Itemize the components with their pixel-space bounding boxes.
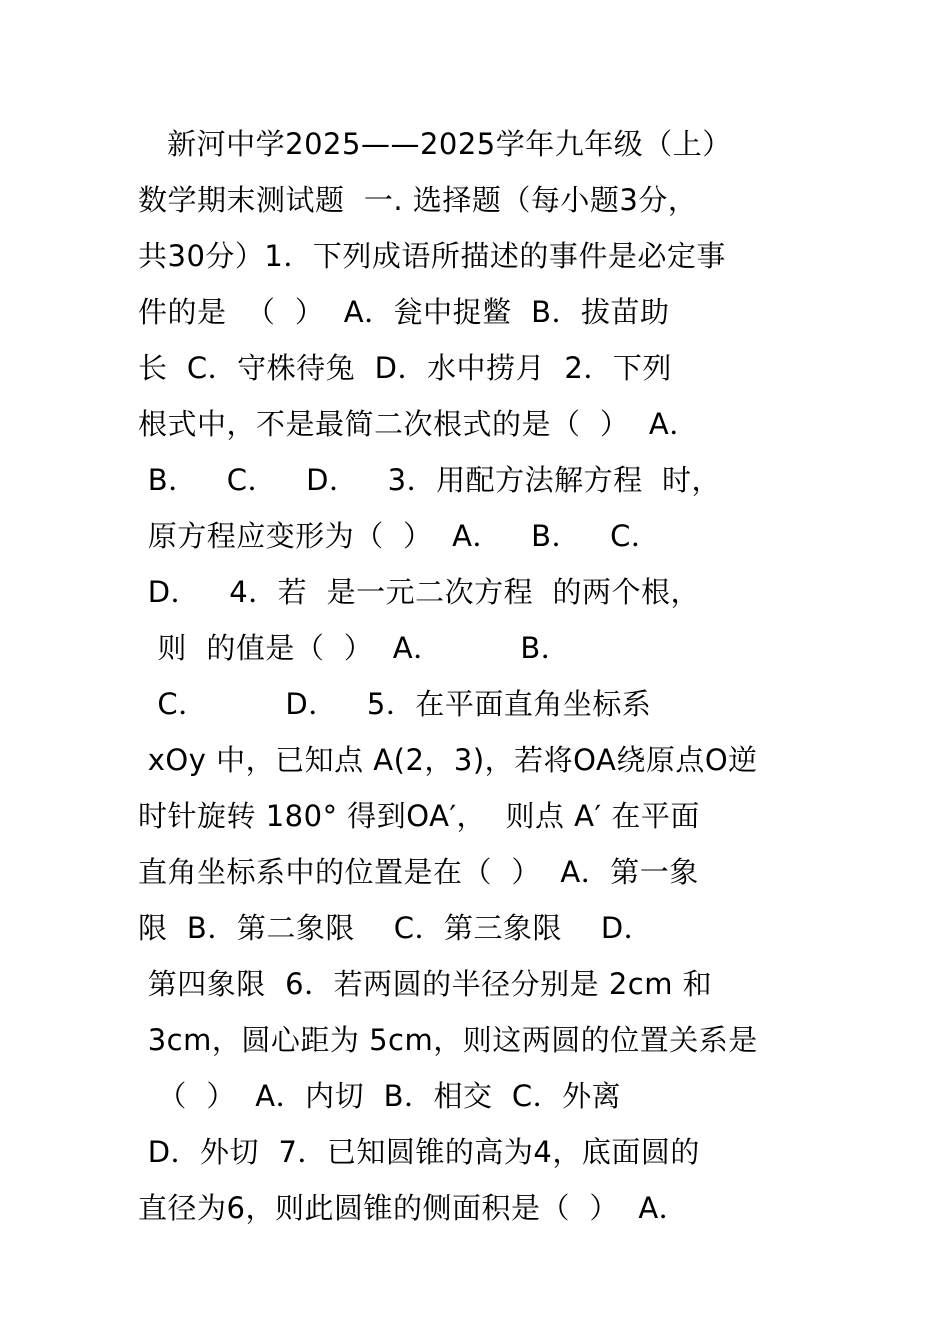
text-line-7: B． C． D． 3．用配方法解方程 时，: [138, 463, 722, 497]
text-line-15: 限 B．第二象限 C．第三象限 D．: [138, 911, 654, 945]
text-line-8: 原方程应变形为（ ） A． B． C．: [138, 519, 661, 553]
text-line-9: D． 4．若 是一元二次方程 的两个根，: [138, 575, 701, 609]
text-line-20: 直径为6，则此圆锥的侧面积是（ ） A．: [138, 1191, 689, 1225]
text-line-6: 根式中，不是最简二次根式的是（ ） A．: [138, 407, 699, 441]
text-line-3: 共30分）1．下列成语所描述的事件是必定事: [138, 239, 726, 273]
text-line-11: C． D． 5．在平面直角坐标系: [138, 687, 652, 721]
text-line-10: 则 的值是（ ） A． B．: [138, 631, 571, 665]
text-line-4: 件的是 （ ） A．瓮中捉鳖 B．拔苗助: [138, 295, 670, 329]
text-line-14: 直角坐标系中的位置是在（ ） A．第一象: [138, 855, 699, 889]
text-line-2: 数学期末测试题 一. 选择题（每小题3分，: [138, 183, 698, 217]
text-line-16: 第四象限 6．若两圆的半径分别是 2cm 和: [138, 967, 713, 1001]
text-line-12: xOy 中，已知点 A(2，3)，若将OA绕原点O逆: [138, 743, 758, 777]
text-line-1: 新河中学2025——2025学年九年级（上）: [138, 127, 732, 161]
text-line-17: 3cm，圆心距为 5cm，则这两圆的位置关系是: [138, 1023, 758, 1057]
text-line-19: D．外切 7．已知圆锥的高为4，底面圆的: [138, 1135, 700, 1169]
text-line-18: （ ） A．内切 B．相交 C．外离: [138, 1079, 622, 1113]
text-line-5: 长 C．守株待兔 D．水中捞月 2．下列: [138, 351, 672, 385]
text-line-13: 时针旋转 180° 得到OA′， 则点 A′ 在平面: [138, 799, 700, 833]
